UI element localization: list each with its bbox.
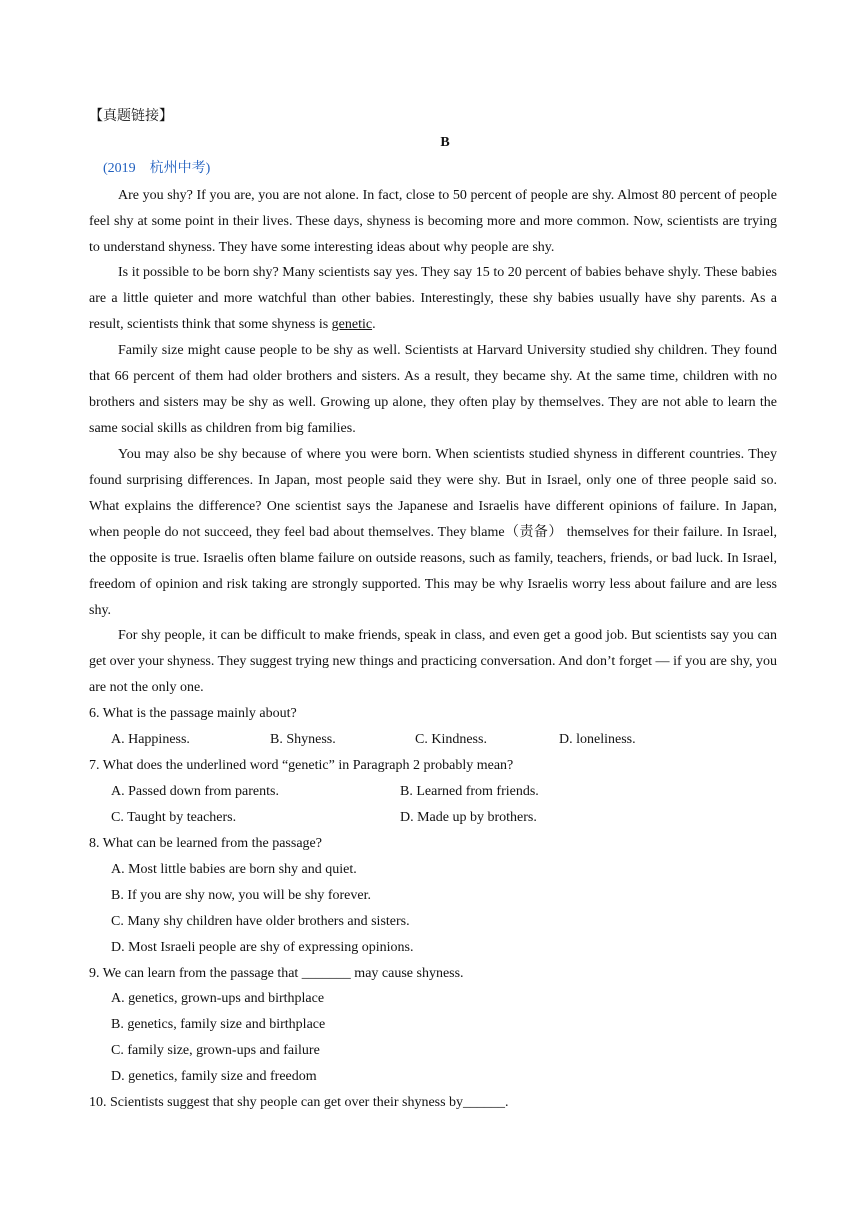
paragraph-2-text: Is it possible to be born shy? Many scientists say yes. They say 15 to 20 percent of babies behave shyly. These babies are a little quieter and more watchful than other babies. Interestingly, these shy babies usually have shy parents. As a result, scientists think that some shyness is	[89, 265, 777, 332]
question-8-stem: 8. What can be learned from the passage?	[89, 836, 322, 851]
question-6-option-d: D. loneliness.	[559, 732, 636, 747]
question-6-option-a: A. Happiness.	[111, 732, 190, 747]
question-8-option-b: B. If you are shy now, you will be shy forever.	[111, 888, 371, 903]
passage-label: B	[440, 135, 450, 150]
question-7-option-c: C. Taught by teachers.	[111, 810, 237, 825]
question-9-option-c: C. family size, grown-ups and failure	[111, 1043, 320, 1058]
source-note: (2019 杭州中考)	[103, 161, 211, 176]
question-10-stem: 10. Scientists suggest that shy people can get over their shyness by______.	[89, 1095, 509, 1110]
paragraph-4: You may also be shy because of where you were born. When scientists studied shyness in different countries. They found surprising differences. In Japan, most people said they were shy. But in Israel, only one of three people said so. What explains the difference? One scientist says the Japanese and Israelis have different opinions of failure. In Japan, when people do not succeed, they feel bad about themselves. They blame（责备） themselves for their failure. In Israel, the opposite is true. Israelis often blame failure on outside reasons, such as family, teachers, friends, or bad luck. In Israel, freedom of opinion and risk taking are strongly supported. This may be why Israelis worry less about failure and are less shy.	[89, 447, 777, 618]
underlined-word: genetic	[331, 317, 373, 332]
paragraph-1: Are you shy? If you are, you are not alone. In fact, close to 50 percent of people are shy. Almost 80 percent of people feel shy at some point in their lives. These days, shyness is becoming more and more common. Now, scientists are trying to understand shyness. They have some interesting ideas about why people are shy.	[89, 188, 777, 255]
question-8-option-c: C. Many shy children have older brothers and sisters.	[111, 914, 410, 929]
question-7-option-a: A. Passed down from parents.	[111, 784, 279, 799]
paragraph-2	[89, 260, 777, 338]
question-8-option-d: D. Most Israeli people are shy of expressing opinions.	[111, 940, 414, 955]
section-title: 【真题链接】	[89, 109, 173, 124]
question-8-option-a: A. Most little babies are born shy and quiet.	[111, 862, 357, 877]
question-7-option-b: B. Learned from friends.	[400, 784, 539, 799]
paragraph-3: Family size might cause people to be shy as well. Scientists at Harvard University studied shy children. They found that 66 percent of them had older brothers and sisters. As a result, they became shy. At the same time, children with no brothers and sisters may be shy as well. Growing up alone, they often play by themselves. They are not able to learn the same social skills as children from big families.	[89, 343, 777, 436]
question-7-option-d: D. Made up by brothers.	[400, 810, 537, 825]
question-6-option-c: C. Kindness.	[415, 732, 487, 747]
question-6-option-b: B. Shyness.	[270, 732, 336, 747]
question-9-option-d: D. genetics, family size and freedom	[111, 1069, 317, 1084]
question-9-option-b: B. genetics, family size and birthplace	[111, 1017, 326, 1032]
question-9-stem: 9. We can learn from the passage that _______ may cause shyness.	[89, 966, 464, 981]
question-6-stem: 6. What is the passage mainly about?	[89, 706, 297, 721]
paragraph-5: For shy people, it can be difficult to make friends, speak in class, and even get a good job. But scientists say you can get over your shyness. They suggest trying new things and practicing conversation. And don’t forget — if you are shy, you are not the only one.	[89, 628, 777, 695]
paragraph-2-end: .	[372, 317, 376, 332]
question-9-option-a: A. genetics, grown-ups and birthplace	[111, 991, 325, 1006]
question-7-stem: 7. What does the underlined word “genetic” in Paragraph 2 probably mean?	[89, 758, 514, 773]
